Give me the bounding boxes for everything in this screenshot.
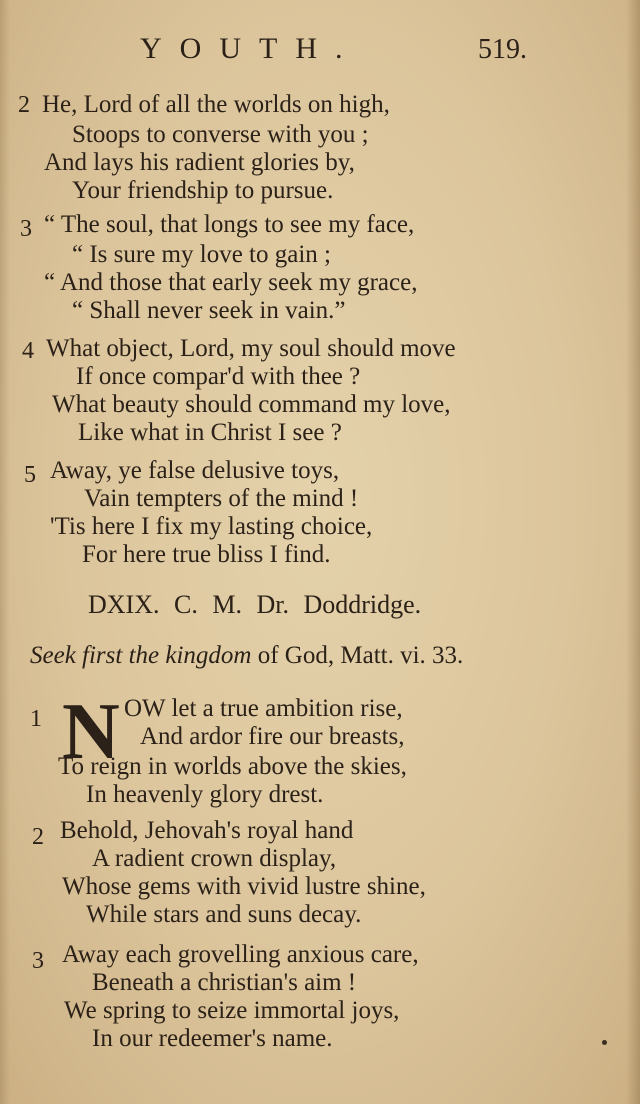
page-header [0,32,640,72]
verse-line: If once compar'd with thee ? [76,363,361,390]
verse-line: We spring to seize immortal joys, [64,997,400,1024]
subtitle-reference: of God, Matt. vi. 33. [257,642,464,669]
verse-line: Whose gems with vivid lustre shine, [62,873,426,900]
verse-line: Vain tempters of the mind ! [84,485,359,512]
verse-line: For here true bliss I find. [82,541,331,568]
verse-line: While stars and suns decay. [86,901,362,928]
verse-line: Stoops to converse with you ; [72,121,369,148]
stanza-number: 4 [22,338,34,364]
verse-line: And lays his radient glories by, [44,149,355,176]
running-title: YOUTH. [140,32,361,65]
verse-line: To reign in worlds above the skies, [58,753,407,780]
verse-line: A radient crown display, [92,845,337,872]
stanza-number: 5 [24,462,36,488]
hymn-heading: DXIX. C. M. Dr. Doddridge. [88,590,422,619]
stanza-number: 1 [30,706,42,732]
verse-line: “ And those that early seek my grace, [44,269,418,296]
verse-line: And ardor fire our breasts, [140,723,405,750]
page-number: 519. [478,34,527,65]
verse-line: Behold, Jehovah's royal hand [60,817,354,844]
verse-line: Away each grovelling anxious care, [62,941,419,968]
stanza-number: 3 [32,948,44,974]
verse-line: Your friendship to pursue. [72,177,334,204]
stanza-number: 2 [18,92,30,118]
page-edge-shadow-right [626,0,640,1104]
verse-line: In our redeemer's name. [92,1025,333,1052]
stanza-number: 2 [32,824,44,850]
verse-line: In heavenly glory drest. [86,781,324,808]
verse-line: “ Shall never seek in vain.” [72,297,346,324]
stanza-number: 3 [20,216,32,242]
ink-speck [602,1040,607,1045]
verse-line: OW let a true ambition rise, [124,695,403,722]
verse-line: He, Lord of all the worlds on high, [42,91,390,118]
subtitle-italic: Seek first the kingdom [30,642,252,669]
verse-line: Like what in Christ I see ? [78,419,342,446]
verse-line: 'Tis here I fix my lasting choice, [50,513,373,540]
verse-line: Beneath a christian's aim ! [92,969,357,996]
verse-line: What object, Lord, my soul should move [46,335,456,362]
verse-line: What beauty should command my love, [52,391,451,418]
verse-line: “ The soul, that longs to see my face, [44,211,415,238]
verse-line: “ Is sure my love to gain ; [72,241,331,268]
verse-line: Away, ye false delusive toys, [50,457,340,484]
hymn-subtitle [30,642,463,670]
drop-cap: N [62,688,120,776]
page-edge-shadow-left [0,0,10,1104]
